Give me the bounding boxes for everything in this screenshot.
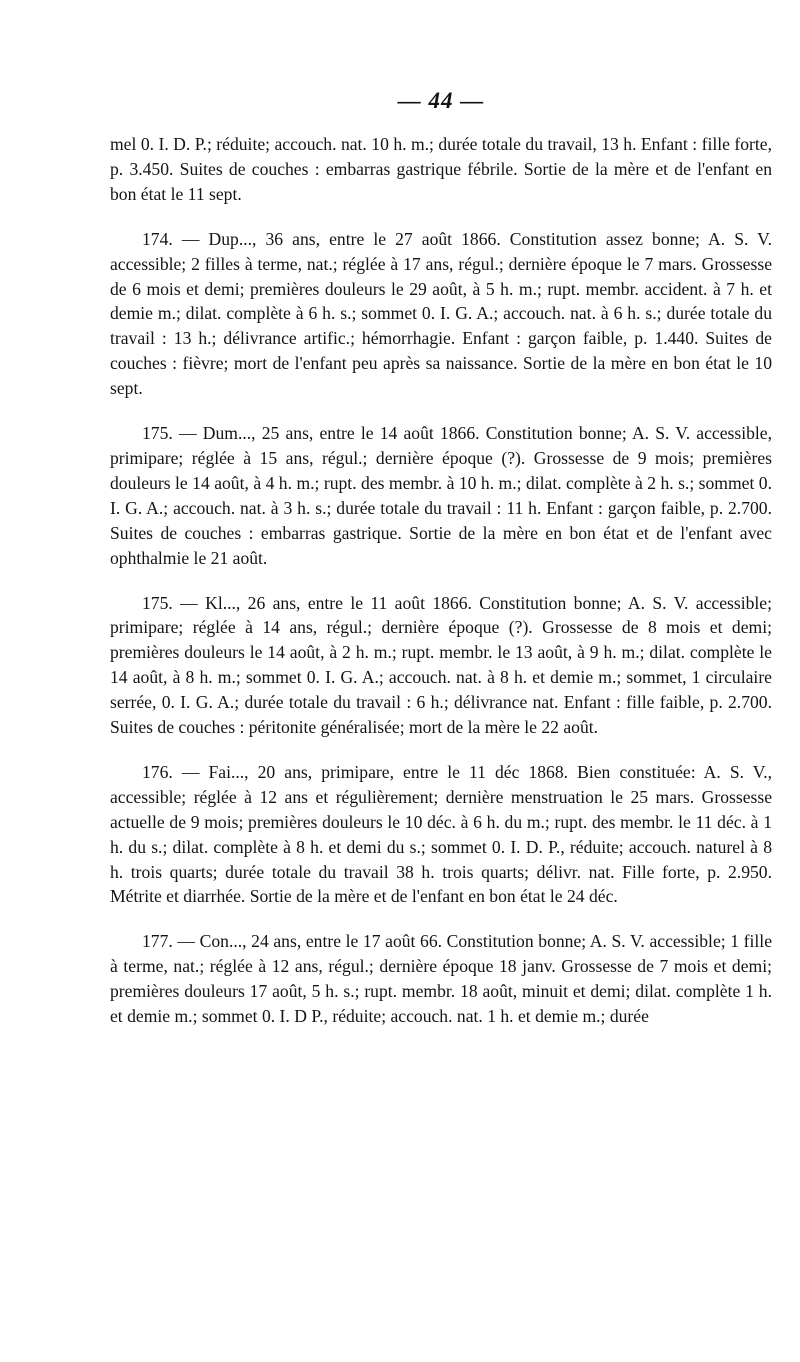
observation-text: mel 0. I. D. P.; réduite; accouch. nat. 10 h. m.; durée totale du travail, 13 h. Enfant : fille forte, p. 3.450. Suites de couches : embarras gastrique fébrile. Sortie de la mère et de l'enfant en bon état le 11 sept. (110, 134, 772, 204)
observation-text: — Kl..., 26 ans, entre le 11 août 1866. Constitution bonne; A. S. V. accessible; primipare; réglée à 14 ans, régul.; dernière époque (?). Grossesse de 8 mois et demi; premières douleurs le 14 août, à 2 h. m.; rupt. membr. le 13 août, à 9 h. m.; dilat. complète le 14 août, à 8 h. m.; sommet 0. I. G. A.; accouch. nat. à 8 h. et demie m.; sommet, 1 circulaire serrée, 0. I. G. A.; durée totale du travail : 6 h.; délivrance nat. Enfant : fille faible, p. 2.700. Suites de couches : péritonite généralisée; mort de la mère le 22 août. (110, 592, 772, 738)
observation-continuation (110, 132, 772, 207)
page-number: — 44 — (397, 88, 485, 113)
observation-174 (110, 227, 772, 401)
observation-number: 177. (142, 931, 173, 952)
document-page (110, 88, 772, 1049)
observation-text: — Dup..., 36 ans, entre le 27 août 1866. Constitution assez bonne; A. S. V. accessible; 2 filles à terme, nat.; réglée à 17 ans, régul.; dernière époque le 7 mars. Grossesse de 6 mois et demi; premières douleurs le 29 août, à 5 h. m.; rupt. membr. accident. à 7 h. et demie m.; dilat. complète à 6 h. s.; sommet 0. I. G. A.; accouch. nat. à 6 h. s.; durée totale du travail : 13 h.; délivrance artific.; hémorrhagie. Enfant : garçon faible, p. 1.440. Suites de couches : fièvre; mort de l'enfant peu après sa naissance. Sortie de la mère en bon état le 10 sept. (110, 228, 772, 399)
observation-number: 174. (142, 228, 173, 249)
observation-text: — Dum..., 25 ans, entre le 14 août 1866. Constitution bonne; A. S. V. accessible, primipare; réglée à 15 ans, régul.; dernière époque (?). Grossesse de 9 mois; premières douleurs le 14 août, à 4 h. m.; rupt. des membr. à 10 h. m.; dilat. complète à 2 h. s.; sommet 0. I. G. A.; accouch. nat. à 3 h. s.; durée totale du travail : 11 h. Enfant : garçon faible, p. 2.700. Suites de couches : embarras gastrique. Sortie de la mère en bon état et de l'enfant avec ophthalmie le 21 août. (110, 423, 772, 568)
observation-number: 175. (142, 592, 173, 613)
observation-177 (110, 929, 772, 1029)
observation-text: — Con..., 24 ans, entre le 17 août 66. Constitution bonne; A. S. V. accessible; 1 fille à terme, nat.; réglée à 12 ans, régul.; dernière époque 18 janv. Grossesse de 7 mois et demi; premières douleurs 17 août, 5 h. s.; rupt. membr. 18 août, minuit et demi; dilat. complète 1 h. et demie m.; sommet 0. I. D P., réduite; accouch. nat. 1 h. et demie m.; durée (110, 931, 773, 1027)
observation-175-b (110, 591, 772, 740)
observation-number: 175. (142, 423, 173, 444)
observation-number: 176. (142, 761, 173, 782)
observation-text: — Fai..., 20 ans, primipare, entre le 11 déc 1868. Bien constituée: A. S. V., accessible; réglée à 12 ans et régulièrement; dernière menstruation le 25 mars. Grossesse actuelle de 9 mois; premières douleurs le 10 déc. à 6 h. du m.; rupt. des membr. le 11 déc. à 1 h. du s.; dilat. complète à 8 h. et demi du s.; sommet 0. I. D. P., réduite; accouch. naturel à 8 h. trois quarts; durée totale du travail 38 h. trois quarts; délivr. nat. Fille forte, p. 2.950. Métrite et diarrhée. Sortie de la mère et de l'enfant en bon état le 24 déc. (110, 761, 772, 907)
observation-175-a (110, 421, 772, 570)
observation-176 (110, 760, 772, 909)
